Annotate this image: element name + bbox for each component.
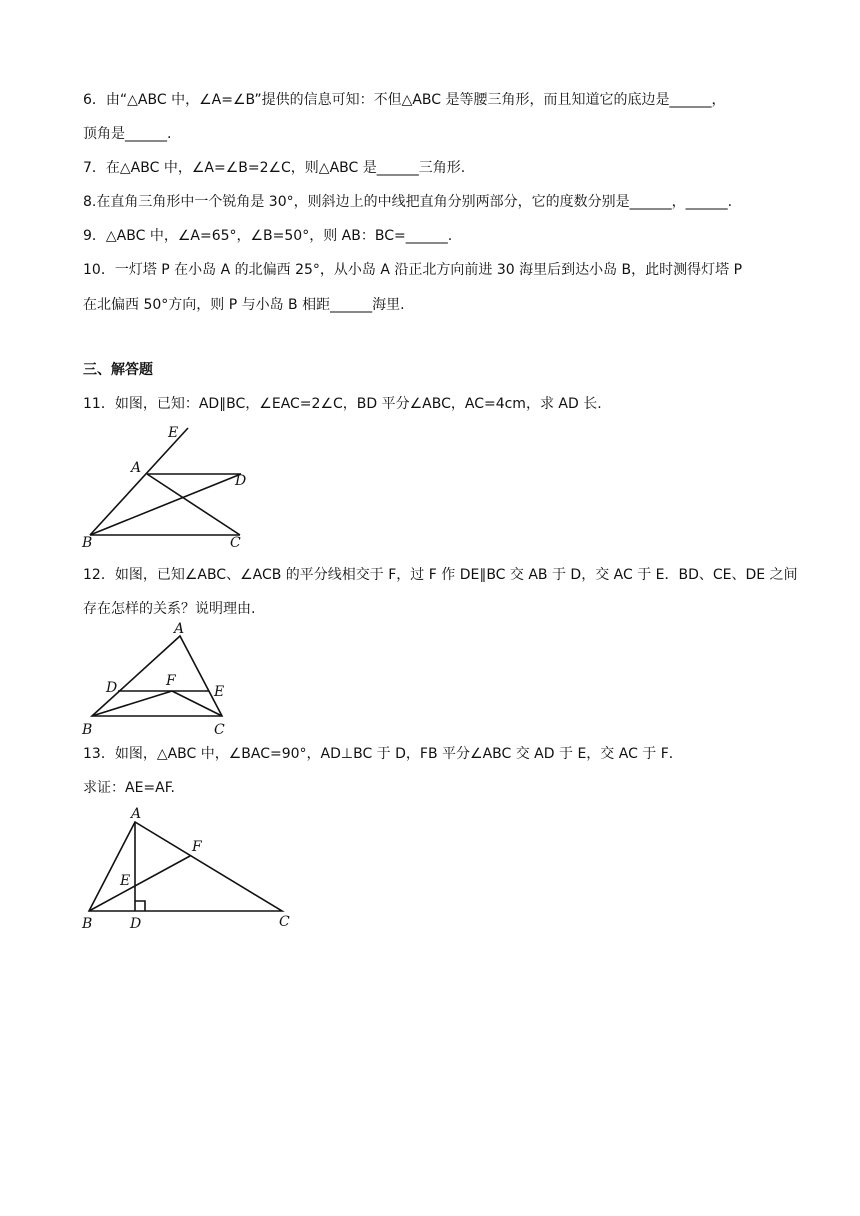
question-9: 9．△ABC 中，∠A=65°，∠B=50°，则 AB：BC=______. [83, 228, 453, 244]
label-d: D [106, 680, 118, 696]
label-b: B [82, 535, 93, 551]
question-6-line1: 6．由“△ABC 中，∠A=∠B”提供的信息可知：不但△ABC 是等腰三角形，而且知道它的底边是______， [83, 92, 726, 108]
triangle-abc [89, 822, 282, 911]
label-e: E [168, 425, 179, 441]
question-8: 8.在直角三角形中一个锐角是 30°，则斜边上的中线把直角分别两部分，它的度数分别是______，______. [83, 194, 733, 210]
label-f: F [192, 839, 202, 855]
question-11: 11．如图，已知：AD∥BC，∠EAC=2∠C，BD 平分∠ABC，AC=4cm，求 AD 长. [83, 396, 602, 412]
figure-12 [80, 618, 240, 740]
question-13: 13．如图，△ABC 中，∠BAC=90°，AD⊥BC 于 D，FB 平分∠ABC 交 AD 于 E，交 AC 于 F． [83, 746, 683, 762]
label-d: D [130, 916, 142, 932]
label-c: C [230, 535, 241, 551]
right-angle-mark [135, 901, 145, 911]
label-c: C [214, 722, 225, 738]
line-bd [90, 474, 241, 535]
triangle-abc [92, 636, 225, 716]
label-e: E [120, 873, 131, 889]
question-12-line2: 存在怎样的关系？说明理由. [83, 601, 256, 617]
label-f: F [166, 673, 176, 689]
question-12-line1: 12．如图，已知∠ABC、∠ACB 的平分线相交于 F，过 F 作 DE∥BC 交 AB 于 D，交 AC 于 E．BD、CE、DE 之间 [83, 567, 798, 583]
label-b: B [82, 916, 93, 932]
label-a: A [174, 621, 185, 637]
line-bf [89, 856, 190, 911]
label-a: A [131, 806, 142, 822]
section-heading: 三、解答题 [83, 362, 153, 378]
label-b: B [82, 722, 93, 738]
question-10-line2: 在北偏西 50°方向，则 P 与小岛 B 相距______海里. [83, 297, 405, 313]
question-6-line2: 顶角是______. [83, 126, 172, 142]
label-d: D [235, 473, 247, 489]
question-10-line1: 10．一灯塔 P 在小岛 A 的北偏西 25°，从小岛 A 沿正北方向前进 30 海里后到达小岛 B，此时测得灯塔 P [83, 262, 743, 278]
label-c: C [279, 914, 290, 930]
label-a: A [131, 460, 142, 476]
line-ac [147, 474, 240, 535]
figure-13 [80, 808, 300, 933]
line-bf [92, 691, 172, 716]
question-13-prove: 求证：AE=AF. [83, 780, 175, 796]
figure-11 [80, 420, 260, 550]
question-7: 7．在△ABC 中，∠A=∠B=2∠C，则△ABC 是______三角形. [83, 160, 466, 176]
label-e: E [214, 684, 225, 700]
line-ae [90, 428, 188, 535]
